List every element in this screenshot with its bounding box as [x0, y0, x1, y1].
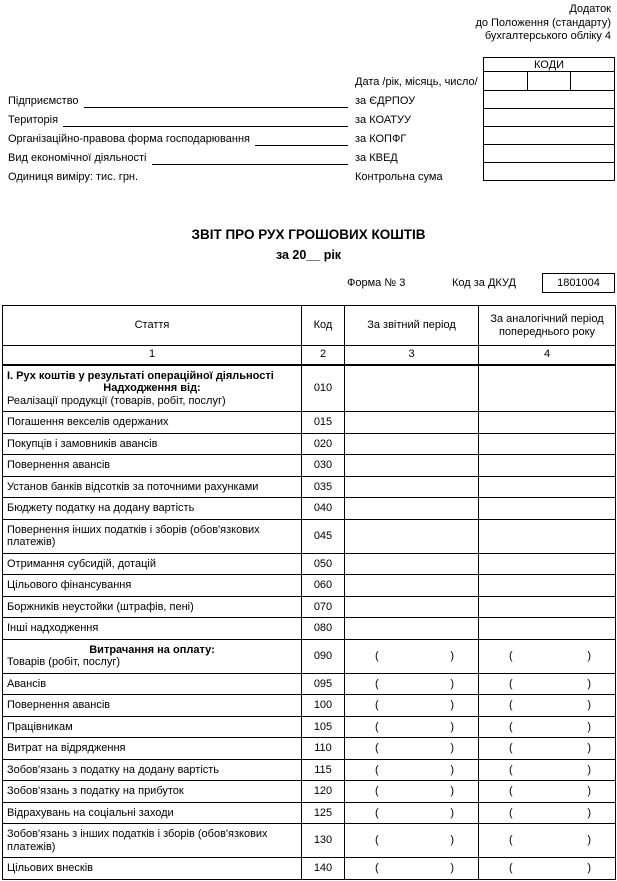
report-title: ЗВІТ ПРО РУХ ГРОШОВИХ КОШТІВ: [191, 227, 426, 242]
row-code: 035: [302, 476, 345, 498]
table-row: [3, 639, 616, 673]
article-cell: [3, 455, 302, 477]
requisite-fields: [8, 92, 348, 187]
field-legal-form: [8, 130, 348, 149]
row-code: 125: [302, 802, 345, 824]
open-paren: (: [375, 649, 379, 662]
table-row: [3, 553, 616, 575]
legal-form-input-line[interactable]: [255, 130, 348, 146]
value-cell-previous[interactable]: [479, 695, 616, 717]
value-cell-current[interactable]: [345, 802, 479, 824]
close-paren: ): [587, 699, 591, 711]
article-cell: [3, 639, 302, 673]
value-cell-current[interactable]: [345, 476, 479, 498]
table-row: [3, 858, 616, 880]
row-code: 095: [302, 673, 345, 695]
open-paren: (: [375, 834, 379, 847]
dkud-code-value: 1801004: [542, 273, 615, 293]
article-section-heading: І. Рух коштів у результаті операційної діяльності: [7, 369, 274, 382]
paren-placeholder: [483, 764, 611, 777]
close-paren: ): [587, 806, 591, 819]
open-paren: (: [375, 763, 379, 776]
field-enterprise: [8, 92, 348, 111]
value-cell-current[interactable]: [345, 639, 479, 673]
field-measure-unit: [8, 168, 348, 187]
table-row: [3, 365, 616, 412]
article-label: Зобов'язань з податку на додану вартість: [7, 763, 220, 776]
article-label: Установ банків відсотків за поточними рахунками: [7, 480, 259, 493]
field-territory: [8, 111, 348, 130]
field-label: Одиниця виміру: тис. грн.: [8, 171, 139, 183]
value-cell-previous[interactable]: [479, 498, 616, 520]
close-paren: ): [450, 806, 454, 819]
article-cell: [3, 695, 302, 717]
value-cell-current[interactable]: [345, 781, 479, 803]
col-header-current-period: За звітний період: [345, 306, 479, 346]
article-cell: [3, 365, 302, 412]
row-code: 020: [302, 433, 345, 455]
table-row: [3, 618, 616, 640]
field-economic-activity: [8, 149, 348, 168]
value-cell-current[interactable]: [345, 553, 479, 575]
table-row: [3, 596, 616, 618]
kopfg-cell[interactable]: [484, 127, 615, 145]
value-cell-previous[interactable]: [479, 781, 616, 803]
article-cell: [3, 476, 302, 498]
table-header-row: [3, 306, 616, 346]
article-label: Витрат на відрядження: [7, 742, 126, 754]
article-label: Цільового фінансування: [7, 579, 132, 591]
table-row: [3, 498, 616, 520]
row-code: 045: [302, 519, 345, 553]
statement-table-body: [3, 365, 616, 880]
col-number: 2: [302, 346, 345, 365]
row-code: 040: [302, 498, 345, 520]
open-paren: (: [509, 720, 513, 733]
value-cell-current[interactable]: [345, 716, 479, 738]
close-paren: ): [587, 785, 591, 797]
row-code: 120: [302, 781, 345, 803]
paren-placeholder: [349, 699, 474, 712]
open-paren: (: [509, 763, 513, 776]
kved-cell[interactable]: [484, 145, 615, 163]
value-cell-previous[interactable]: [479, 476, 616, 498]
value-cell-previous[interactable]: [479, 858, 616, 880]
kved-label: за КВЕД: [355, 152, 398, 164]
table-row: [3, 455, 616, 477]
paren-placeholder: [349, 834, 474, 847]
value-cell-previous[interactable]: [479, 738, 616, 760]
row-code: 015: [302, 412, 345, 434]
appendix-line: Додаток: [569, 3, 611, 15]
open-paren: (: [375, 742, 379, 754]
table-row: [3, 738, 616, 760]
col-number: 4: [479, 346, 616, 365]
row-code: 140: [302, 858, 345, 880]
table-row: [3, 575, 616, 597]
field-label: Організаційно-правова форма господарювання: [8, 133, 250, 145]
article-section-heading: Надходження від:: [103, 382, 201, 394]
value-cell-current[interactable]: [345, 596, 479, 618]
kopfg-label: за КОПФГ: [355, 133, 407, 145]
paren-placeholder: [349, 721, 474, 734]
paren-placeholder: [483, 699, 611, 712]
table-row: [3, 716, 616, 738]
edrpou-cell[interactable]: [484, 91, 615, 109]
table-row: [3, 781, 616, 803]
col-header-article: Стаття: [3, 306, 302, 346]
row-code: 010: [302, 365, 345, 412]
paren-placeholder: [349, 764, 474, 777]
value-cell-current[interactable]: [345, 738, 479, 760]
col-header-previous-period: За аналогічний період попереднього року: [479, 306, 616, 346]
codes-box: [483, 57, 615, 181]
col-number: 1: [3, 346, 302, 365]
article-label: Отримання субсидій, дотацій: [7, 557, 156, 570]
open-paren: (: [375, 806, 379, 819]
close-paren: ): [587, 677, 591, 690]
table-row: [3, 519, 616, 553]
row-code: 105: [302, 716, 345, 738]
close-paren: ): [587, 862, 591, 874]
statement-table: [2, 305, 616, 880]
paren-placeholder: [349, 742, 474, 755]
article-label: Повернення авансів: [7, 459, 111, 471]
article-label: Реалізації продукції (товарів, робіт, послуг): [7, 394, 226, 407]
row-code: 090: [302, 639, 345, 673]
article-label: Цільових внесків: [7, 862, 94, 874]
article-cell: [3, 716, 302, 738]
article-cell: [3, 519, 302, 553]
article-cell: [3, 575, 302, 597]
article-cell: [3, 759, 302, 781]
close-paren: ): [450, 699, 454, 711]
value-cell-current[interactable]: [345, 759, 479, 781]
report-title-block: [0, 227, 617, 262]
open-paren: (: [375, 720, 379, 733]
close-paren: ): [587, 720, 591, 733]
close-paren: ): [450, 649, 454, 662]
economic-activity-input-line[interactable]: [152, 149, 348, 165]
value-cell-previous[interactable]: [479, 639, 616, 673]
col-header-code: Код: [302, 306, 345, 346]
value-cell-previous[interactable]: [479, 802, 616, 824]
appendix-line: до Положення (стандарту): [475, 16, 611, 29]
open-paren: (: [509, 785, 513, 797]
close-paren: ): [450, 785, 454, 797]
value-cell-previous[interactable]: [479, 412, 616, 434]
value-cell-current[interactable]: [345, 412, 479, 434]
article-cell: [3, 824, 302, 858]
report-period: за 20__ рік: [275, 248, 342, 262]
open-paren: (: [375, 699, 379, 711]
date-month-cell[interactable]: [527, 72, 571, 91]
article-label: Боржників неустойки (штрафів, пені): [7, 600, 194, 613]
paren-placeholder: [483, 862, 611, 875]
article-cell: [3, 738, 302, 760]
article-label: Товарів (робіт, послуг): [7, 656, 121, 668]
value-cell-current[interactable]: [345, 365, 479, 412]
article-label: Відрахувань на соціальні заходи: [7, 806, 174, 819]
paren-placeholder: [483, 721, 611, 734]
table-row: [3, 759, 616, 781]
article-cell: [3, 412, 302, 434]
row-code: 115: [302, 759, 345, 781]
article-label: Погашення векселів одержаних: [7, 416, 169, 428]
value-cell-previous[interactable]: [479, 433, 616, 455]
article-cell: [3, 802, 302, 824]
field-label: Підприємство: [8, 95, 79, 107]
paren-placeholder: [483, 678, 611, 691]
article-label: Працівникам: [7, 720, 73, 733]
value-cell-current[interactable]: [345, 673, 479, 695]
article-label: Покупців і замовників авансів: [7, 437, 158, 450]
col-number: 3: [345, 346, 479, 365]
open-paren: (: [375, 862, 379, 874]
row-code: 130: [302, 824, 345, 858]
value-cell-previous[interactable]: [479, 365, 616, 412]
open-paren: (: [509, 649, 513, 662]
open-paren: (: [509, 742, 513, 754]
codes-box-title: КОДИ: [484, 58, 615, 72]
article-label: Повернення авансів: [7, 699, 111, 711]
open-paren: (: [509, 699, 513, 711]
dkud-code-label: Код за ДКУД: [452, 277, 516, 289]
value-cell-current[interactable]: [345, 575, 479, 597]
value-cell-current[interactable]: [345, 858, 479, 880]
territory-input-line[interactable]: [63, 111, 348, 127]
article-cell: [3, 596, 302, 618]
row-code: 060: [302, 575, 345, 597]
control-sum-cell[interactable]: [484, 163, 615, 181]
edrpou-label: за ЄДРПОУ: [355, 95, 416, 107]
value-cell-current[interactable]: [345, 618, 479, 640]
table-row: [3, 695, 616, 717]
row-code: 050: [302, 553, 345, 575]
field-label: Вид економічної діяльності: [8, 152, 147, 164]
table-row: [3, 412, 616, 434]
paren-placeholder: [483, 650, 611, 663]
article-label: Повернення інших податків і зборів (обов'язкових платежів): [7, 523, 260, 548]
article-label: Інші надходження: [7, 622, 99, 634]
close-paren: ): [450, 677, 454, 690]
paren-placeholder: [483, 742, 611, 755]
row-code: 030: [302, 455, 345, 477]
open-paren: (: [509, 862, 513, 874]
koatuu-label: за КОАТУУ: [355, 114, 411, 126]
article-label: Зобов'язань з інших податків і зборів (обов'язкових платежів): [7, 828, 268, 853]
close-paren: ): [450, 834, 454, 847]
row-code: 080: [302, 618, 345, 640]
date-day-cell[interactable]: [571, 72, 615, 91]
row-code: 070: [302, 596, 345, 618]
value-cell-previous[interactable]: [479, 575, 616, 597]
appendix-note: [475, 3, 611, 44]
code-labels: [355, 73, 485, 187]
value-cell-current[interactable]: [345, 433, 479, 455]
appendix-line: бухгалтерського обліку 4: [484, 30, 611, 42]
close-paren: ): [450, 763, 454, 776]
value-cell-previous[interactable]: [479, 596, 616, 618]
close-paren: ): [587, 763, 591, 776]
article-cell: [3, 498, 302, 520]
close-paren: ): [587, 649, 591, 662]
field-label: Територія: [8, 114, 59, 126]
paren-placeholder: [483, 807, 611, 820]
open-paren: (: [375, 677, 379, 690]
row-code: 100: [302, 695, 345, 717]
open-paren: (: [375, 785, 379, 797]
control-sum-label: Контрольна сума: [355, 171, 443, 183]
article-cell: [3, 553, 302, 575]
article-cell: [3, 673, 302, 695]
value-cell-current[interactable]: [345, 519, 479, 553]
paren-placeholder: [349, 807, 474, 820]
paren-placeholder: [349, 785, 474, 798]
table-row: [3, 476, 616, 498]
form-number: Форма № 3: [347, 277, 406, 289]
value-cell-previous[interactable]: [479, 618, 616, 640]
close-paren: ): [450, 742, 454, 754]
paren-placeholder: [349, 862, 474, 875]
open-paren: (: [509, 806, 513, 819]
column-number-row: [3, 346, 616, 365]
value-cell-current[interactable]: [345, 455, 479, 477]
paren-placeholder: [483, 834, 611, 847]
paren-placeholder: [349, 678, 474, 691]
article-cell: [3, 781, 302, 803]
open-paren: (: [509, 834, 513, 847]
table-row: [3, 433, 616, 455]
enterprise-input-line[interactable]: [84, 92, 348, 108]
paren-placeholder: [483, 785, 611, 798]
close-paren: ): [450, 720, 454, 733]
table-row: [3, 673, 616, 695]
value-cell-current[interactable]: [345, 498, 479, 520]
article-label: Бюджету податку на додану вартість: [7, 502, 195, 514]
paren-placeholder: [349, 650, 474, 663]
value-cell-previous[interactable]: [479, 759, 616, 781]
value-cell-previous[interactable]: [479, 716, 616, 738]
article-section-heading: Витрачання на оплату:: [89, 643, 215, 656]
table-row: [3, 802, 616, 824]
open-paren: (: [509, 677, 513, 690]
close-paren: ): [587, 742, 591, 754]
close-paren: ): [587, 834, 591, 847]
date-code-label: Дата /рік, місяць, число/: [355, 76, 478, 88]
table-row: [3, 824, 616, 858]
value-cell-previous[interactable]: [479, 519, 616, 553]
value-cell-previous[interactable]: [479, 455, 616, 477]
article-label: Авансів: [7, 677, 47, 690]
close-paren: ): [450, 862, 454, 874]
article-cell: [3, 433, 302, 455]
value-cell-previous[interactable]: [479, 673, 616, 695]
value-cell-current[interactable]: [345, 695, 479, 717]
article-cell: [3, 618, 302, 640]
row-code: 110: [302, 738, 345, 760]
value-cell-previous[interactable]: [479, 553, 616, 575]
date-year-cell[interactable]: [484, 72, 528, 91]
value-cell-previous[interactable]: [479, 824, 616, 858]
article-cell: [3, 858, 302, 880]
koatuu-cell[interactable]: [484, 109, 615, 127]
value-cell-current[interactable]: [345, 824, 479, 858]
article-label: Зобов'язань з податку на прибуток: [7, 785, 184, 797]
